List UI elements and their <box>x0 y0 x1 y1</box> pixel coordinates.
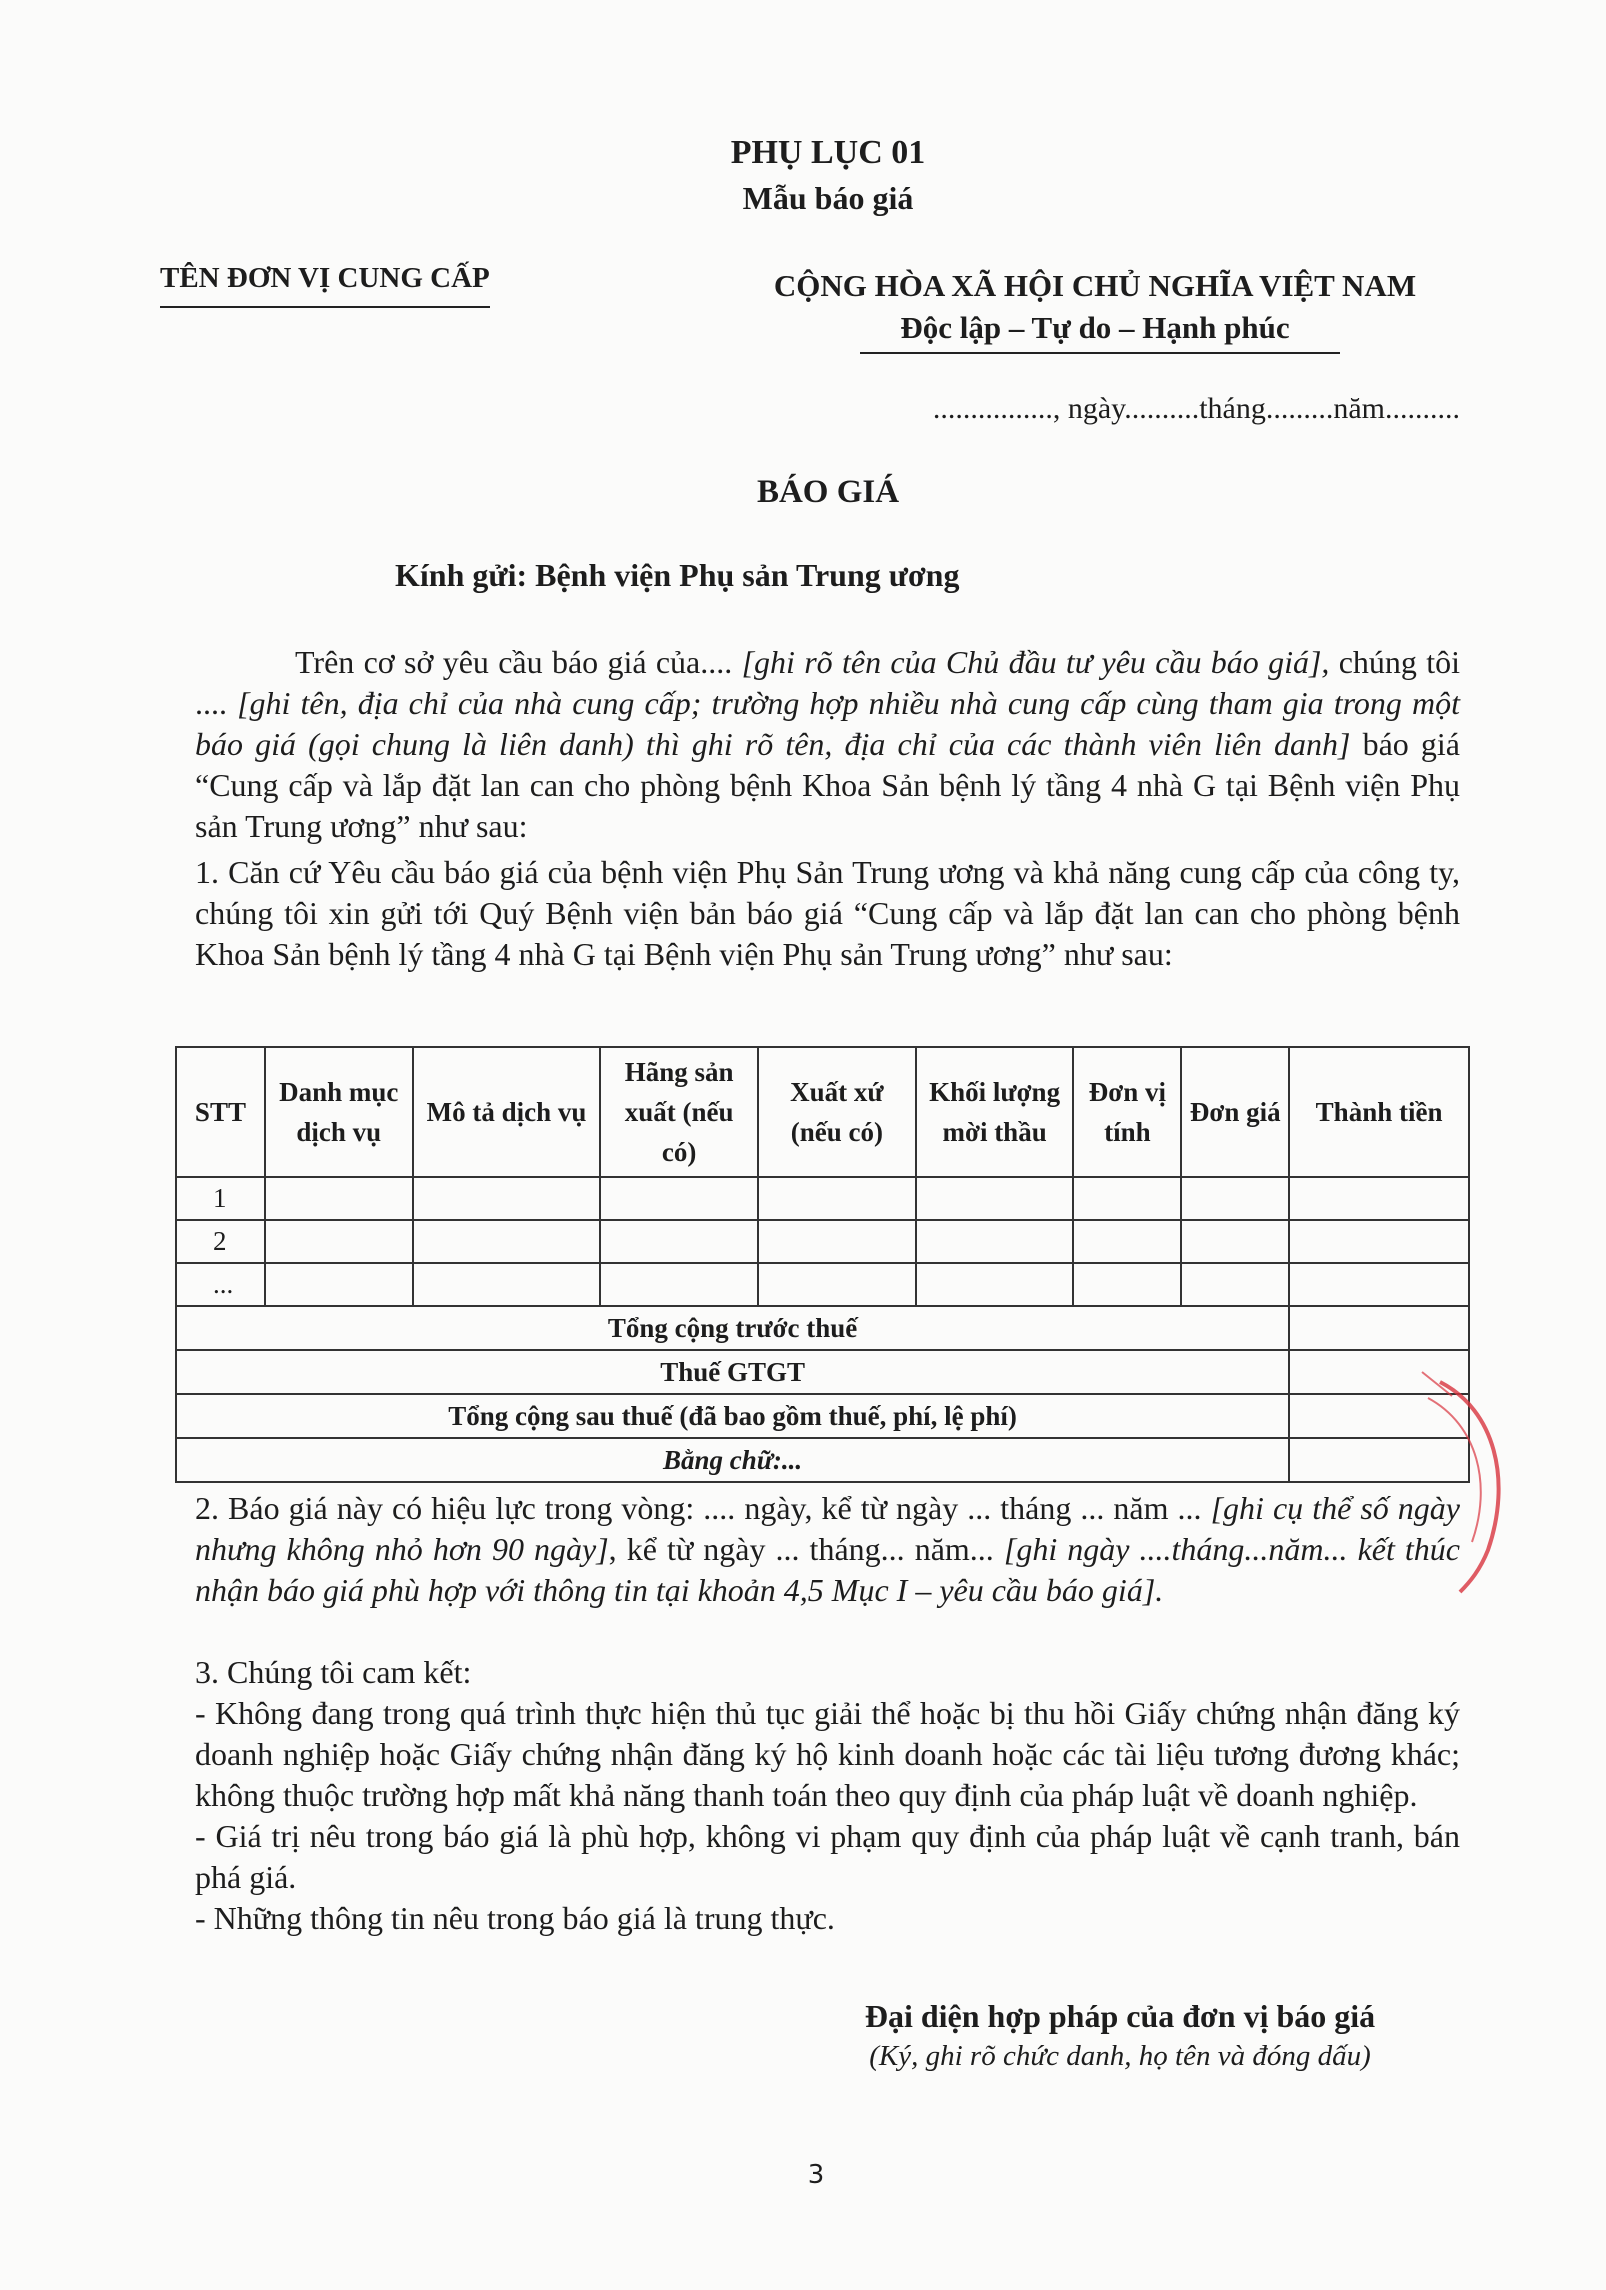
summary-row <box>176 1350 1469 1394</box>
table-row <box>176 1263 1469 1306</box>
commitment-1: - Không đang trong quá trình thực hiện thủ tục giải thể hoặc bị thu hồi Giấy chứng nhận đăng ký doanh nghiệp hoặc Giấy chứng nhận đăng ký hộ kinh doanh hoặc các tài liệu tương đương khác; không thuộc trường hợp mất khả năng thanh toán theo quy định của pháp luật về doanh nghiệp. <box>195 1695 1460 1813</box>
addressee: Kính gửi: Bệnh viện Phụ sản Trung ương <box>395 557 960 593</box>
annex-title: PHỤ LỤC 01 <box>730 134 926 171</box>
supplier-underline <box>160 306 490 308</box>
annex-subtitle: Mẫu báo giá <box>742 180 914 216</box>
total-after-tax-label: Tổng cộng sau thuế (đã bao gồm thuế, phí, lệ phí) <box>176 1394 1289 1438</box>
summary-row <box>176 1394 1469 1438</box>
table-row <box>176 1220 1469 1263</box>
motto-underline <box>860 352 1340 354</box>
item-1-paragraph: 1. Căn cứ Yêu cầu báo giá của bệnh viện Phụ Sản Trung ương và khả năng cung cấp của công ty, chúng tôi xin gửi tới Quý Bệnh viện bản báo giá “Cung cấp và lắp đặt lan can cho phòng bệnh Khoa Sản bệnh lý tầng 4 nhà G tại Bệnh viện Phụ sản Trung ương” như sau: <box>195 854 1460 972</box>
col-header: Danh mục dịch vụ <box>265 1047 413 1177</box>
quote-title: BÁO GIÁ <box>756 474 900 510</box>
intro-placeholder-2: [ghi tên, địa chỉ của nhà cung cấp; trường hợp nhiều nhà cung cấp cùng tham gia trong một báo giá (gọi chung là liên danh) thì ghi rõ tên, địa chỉ của các thành viên liên danh] <box>195 685 1461 762</box>
item-2-text-1: 2. Báo giá này có hiệu lực trong vòng: .... ngày, kể từ ngày ... tháng ... năm ... <box>195 1490 1211 1526</box>
page-number: 3 <box>807 2160 825 2190</box>
intro-placeholder-1: [ghi rõ tên của Chủ đầu tư yêu cầu báo giá], <box>741 644 1330 680</box>
table-header-row <box>176 1047 1469 1177</box>
item-3-heading: 3. Chúng tôi cam kết: <box>195 1654 472 1690</box>
date-line: ................, ngày..........tháng.........năm.......... <box>932 392 1460 425</box>
col-header: Khối lượng mời thầu <box>916 1047 1074 1177</box>
row-number: ... <box>176 1263 265 1306</box>
item-3-section <box>195 1652 1460 1939</box>
signature-title: Đại diện hợp pháp của đơn vị báo giá <box>864 1998 1376 2034</box>
vat-label: Thuế GTGT <box>176 1350 1289 1394</box>
commitment-2: - Giá trị nêu trong báo giá là phù hợp, không vi phạm quy định của pháp luật về cạnh tranh, bán phá giá. <box>195 1818 1460 1895</box>
intro-text-3: báo giá “Cung cấp và lắp đặt lan can cho phòng bệnh Khoa Sản bệnh lý tầng 4 nhà G tại Bệnh viện Phụ sản Trung ương” như sau: <box>195 726 1461 844</box>
national-title: CỘNG HÒA XÃ HỘI CHỦ NGHĨA VIỆT NAM <box>773 268 1417 303</box>
col-header: Hãng sản xuất (nếu có) <box>600 1047 758 1177</box>
intro-text-1: Trên cơ sở yêu cầu báo giá của.... <box>295 644 742 680</box>
col-header: STT <box>176 1047 265 1177</box>
col-header: Xuất xứ (nếu có) <box>758 1047 916 1177</box>
row-number: 2 <box>176 1220 265 1263</box>
summary-row <box>176 1306 1469 1350</box>
total-before-tax-label: Tổng cộng trước thuế <box>176 1306 1289 1350</box>
intro-text-2: chúng tôi .... <box>195 644 1461 721</box>
table-row <box>176 1177 1469 1220</box>
item-2-text-2: , kể từ ngày ... tháng... năm... <box>608 1531 1004 1567</box>
signature-note: (Ký, ghi rõ chức danh, họ tên và đóng dấu) <box>869 2040 1371 2072</box>
quote-table <box>175 1046 1470 1483</box>
supplier-name: TÊN ĐƠN VỊ CUNG CẤP <box>160 262 490 294</box>
summary-row <box>176 1438 1469 1482</box>
intro-paragraph <box>195 642 1460 847</box>
col-header: Thành tiền <box>1289 1047 1469 1177</box>
red-stamp-fragment-icon <box>1400 1370 1520 1600</box>
col-header: Mô tả dịch vụ <box>413 1047 601 1177</box>
item-2-paragraph <box>195 1488 1460 1611</box>
commitment-3: - Những thông tin nêu trong báo giá là trung thực. <box>195 1900 835 1936</box>
national-motto: Độc lập – Tự do – Hạnh phúc <box>900 310 1290 345</box>
item-2-placeholder-2: [ghi ngày ....tháng...năm... kết thúc nhận báo giá phù hợp với thông tin tại khoản 4,5 Mục I – yêu cầu báo giá]. <box>195 1531 1461 1608</box>
col-header: Đơn vị tính <box>1073 1047 1181 1177</box>
row-number: 1 <box>176 1177 265 1220</box>
col-header: Đơn giá <box>1181 1047 1289 1177</box>
item-2-placeholder-1: [ghi cụ thể số ngày nhưng không nhỏ hơn 90 ngày] <box>195 1490 1461 1567</box>
amount-in-words-label: Bằng chữ:... <box>176 1438 1289 1482</box>
